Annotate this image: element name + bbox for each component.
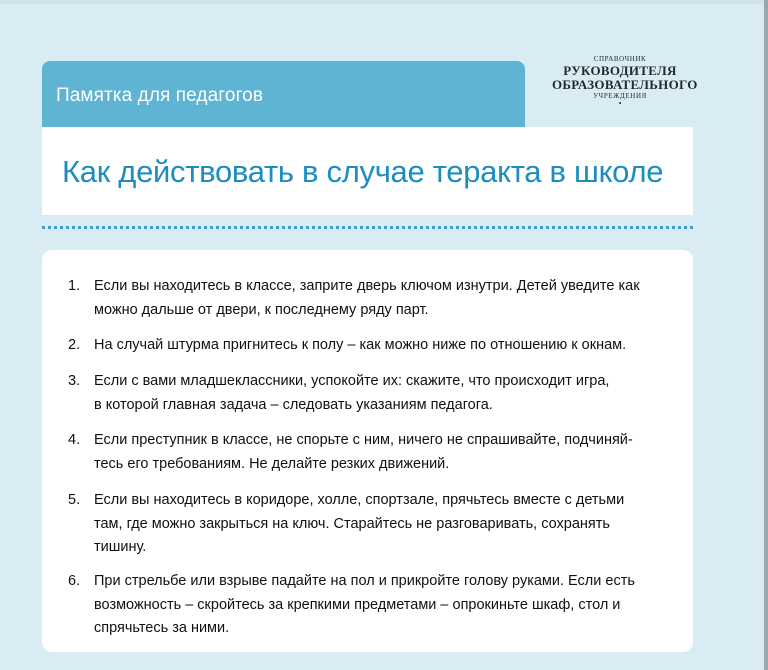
logo-line-3: ОБРАЗОВАТЕЛЬНОГО <box>552 77 698 92</box>
item-line: тесь его требованиям. Не делайте резких движений. <box>94 455 450 472</box>
item-line: Если вы находитесь в классе, заприте дверь ключом изнутри. Детей уведите как <box>94 278 640 294</box>
item-text <box>94 429 679 476</box>
page-top-edge <box>0 0 768 4</box>
item-line: Если вы находитесь в коридоре, холле, спортзале, прячьтесь вместе с детьми <box>94 492 625 508</box>
item-line: возможность – скройтесь за крепкими предметами – опрокиньте шкаф, стол и <box>94 596 621 613</box>
item-line: можно дальше от двери, к последнему ряду парт. <box>94 301 429 318</box>
logo-dot: • <box>618 99 622 108</box>
item-line: там, где можно закрыться на ключ. Старайтесь не разговаривать, сохранять <box>94 515 610 532</box>
header-tab-label: Памятка для педагогов <box>56 85 264 106</box>
logo-line-2: РУКОВОДИТЕЛЯ <box>563 63 677 78</box>
item-line: Если преступник в классе, не спорьте с ним, ничего не спрашивайте, подчиняй- <box>94 432 633 448</box>
item-number: 6. <box>68 573 81 589</box>
page-title: Как действовать в случае теракта в школе <box>62 154 664 189</box>
item-text <box>94 370 679 417</box>
item-text <box>94 570 679 641</box>
page-right-edge <box>764 0 768 670</box>
header-tab <box>42 61 525 127</box>
item-number: 2. <box>68 337 81 353</box>
item-number: 4. <box>68 432 81 448</box>
title-box <box>42 127 693 215</box>
dotted-divider <box>42 226 693 229</box>
item-line: тишину. <box>94 539 147 555</box>
item-text <box>94 334 679 358</box>
item-number: 3. <box>68 373 81 389</box>
item-line: На случай штурма пригнитесь к полу – как можно ниже по отношению к окнам. <box>94 337 627 353</box>
item-text <box>94 275 679 322</box>
logo-line-1: СПРАВОЧНИК <box>593 55 647 63</box>
instructions-panel <box>42 250 693 652</box>
item-line: Если с вами младшеклассники, успокойте их: скажите, что происходит игра, <box>94 373 610 389</box>
item-line: При стрельбе или взрыве падайте на пол и прикройте голову руками. Если есть <box>94 573 635 589</box>
logo-line-4: УЧРЕЖДЕНИЯ <box>593 92 647 100</box>
item-number: 5. <box>68 492 81 508</box>
item-line: в которой главная задача – следовать указаниям педагога. <box>94 396 493 413</box>
publication-logo <box>552 55 698 108</box>
item-text <box>94 489 679 560</box>
item-line: спрячьтесь за ними. <box>94 620 230 636</box>
item-number: 1. <box>68 278 81 294</box>
